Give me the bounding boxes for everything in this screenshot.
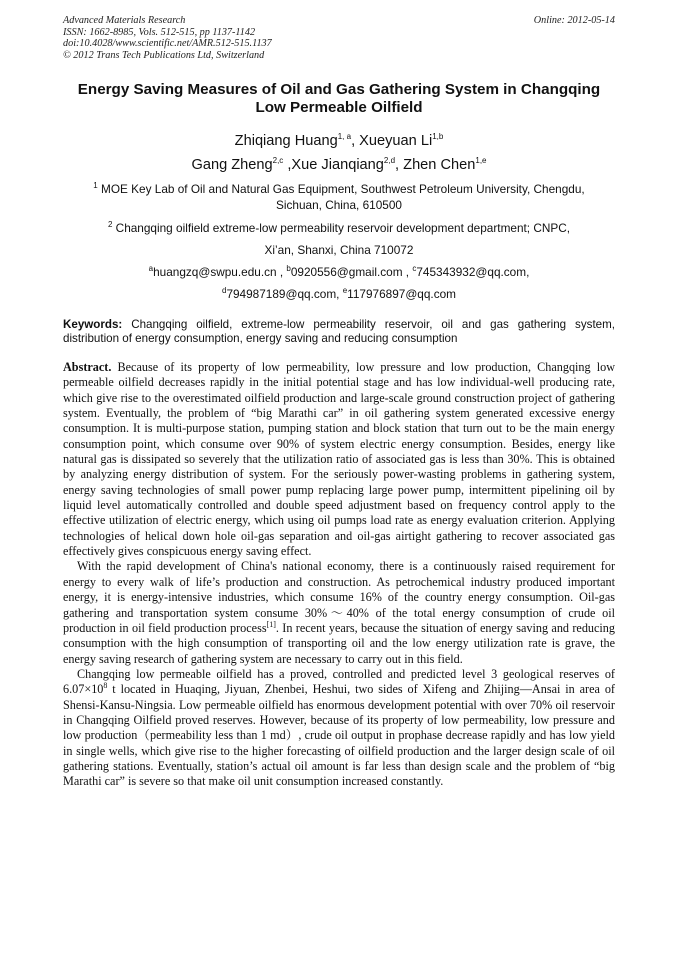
- exponent: 8: [103, 681, 108, 691]
- author-list: [63, 129, 615, 177]
- affiliation-1-text: MOE Key Lab of Oil and Natural Gas Equipment, Southwest Petroleum University, Chengdu,: [97, 182, 585, 196]
- author-line-1: [63, 129, 615, 153]
- email-sup: b: [286, 264, 291, 274]
- paper-title: [63, 81, 615, 117]
- email-line-2: [63, 283, 615, 305]
- para2-text-b: t located in Huaqing, Jiyuan, Zhenbei, Heshui, two sides of Xifeng and Zhijing—Ansai in area of Shensi-Kansu-Ningsia. Low permeable oilfield has enormous development potential with over 70% oil reservoir in Changqing Oilfield proved reserves. However, because of its property of low permeability, low pressure and low production（permeability less than 1 md）, crude oil output in prophase decrease rapidly and has low yield in single wells, which give rise to the higher forecasting of oilfield production and the larger design scale of oil gathering stations. Eventually, station’s actual oil amount is far less than design scale and the problem of “big Marathi car” is severe so that make oil unit consumption increased constantly.: [63, 682, 615, 789]
- title-line-2: Low Permeable Oilfield: [255, 99, 423, 116]
- journal-name: Advanced Materials Research: [63, 15, 186, 26]
- paper-body: [63, 360, 615, 790]
- author-name: Zhiqiang Huang: [234, 133, 338, 149]
- author-name: Zhen Chen: [403, 157, 476, 173]
- author-line-2: [63, 153, 615, 177]
- author-affil-sup: 1, a: [337, 132, 352, 142]
- keywords-text: Changqing oilfield, extreme-low permeability reservoir, oil and gas gathering system, distribution of energy consumption, energy saving and reducing consumption: [63, 318, 615, 345]
- email-d: 794987189@qq.com,: [226, 287, 343, 301]
- author-separator: ,: [283, 157, 292, 173]
- affiliation-2-line-1: [63, 217, 615, 239]
- email-sup: c: [412, 264, 417, 274]
- intro-paragraph-2: [63, 667, 615, 790]
- affiliation-number: 1: [93, 181, 98, 191]
- email-line-1: [63, 261, 615, 283]
- journal-header: [63, 15, 272, 61]
- title-line-1: Energy Saving Measures of Oil and Gas Gathering System in Changqing: [77, 81, 601, 98]
- citation-ref: [1]: [266, 619, 276, 629]
- copyright-line: © 2012 Trans Tech Publications Ltd, Switzerland: [63, 49, 265, 61]
- email-b: 0920556@gmail.com ,: [290, 265, 413, 279]
- author-affil-sup: 1,e: [475, 156, 487, 166]
- keywords: [63, 318, 615, 345]
- author-name: Xueyuan Li: [359, 133, 433, 149]
- affiliation-1-line-2: Sichuan, China, 610500: [276, 197, 402, 212]
- doi-line: doi:10.4028/www.scientific.net/AMR.512-515.1137: [63, 38, 272, 50]
- abstract-label: Abstract.: [63, 360, 112, 374]
- issn-line: ISSN: 1662-8985, Vols. 512-515, pp 1137-1142: [63, 26, 256, 38]
- para1-text-b: . In recent years, because the situation of energy saving and reducing consumption with the high consumption of transporting oil and the low energy utilization rate is grave, the energy saving research of gathering system are necessary to carry out in this field.: [63, 620, 615, 666]
- affiliation-2: [63, 217, 615, 261]
- author-separator: ,: [351, 133, 360, 149]
- author-name: Xue Jianqiang: [291, 157, 384, 173]
- affiliation-number: 2: [107, 220, 113, 230]
- intro-paragraph-1: [63, 559, 615, 666]
- email-e: 117976897@qq.com: [347, 287, 456, 301]
- para1-text-a: With the rapid development of China's national economy, there is a continuously raised requirement for energy to every walk of life’s production and construction. As petrochemical industry produced important energy, it is energy-intensive industries, which consume 16% of the country energy consumption. Oil-gas gathering and transportation system consume 30%～40% of the total energy consumption of crude oil production in oil field production process: [63, 559, 615, 635]
- affiliation-2-line-2: Xi’an, Shanxi, China 710072: [264, 243, 414, 257]
- para2-text-a: Changqing low permeable oilfield has a proved, controlled and predicted level 3 geological reserves of 6.07×10: [63, 666, 615, 697]
- keywords-label: Keywords:: [63, 318, 123, 331]
- email-sup: a: [148, 264, 154, 274]
- email-sup: e: [342, 286, 348, 296]
- affiliation-2-text: Changqing oilfield extreme-low permeability reservoir development department; CNPC,: [112, 221, 571, 235]
- abstract-paragraph: [63, 360, 615, 559]
- email-list: [63, 261, 615, 305]
- affiliation-1-line-1: [63, 182, 615, 198]
- author-affil-sup: 2,d: [383, 156, 396, 166]
- author-affil-sup: 1,b: [432, 132, 444, 142]
- author-affil-sup: 2,c: [272, 156, 284, 166]
- author-name: Gang Zheng: [191, 157, 273, 173]
- email-a: huangzq@swpu.edu.cn ,: [153, 265, 287, 279]
- abstract-text: Because of its property of low permeability, low pressure and low production, Changqing low permeable oilfield decreases rapidly in the initial potential stage and has low individual-well producing rate, which give rise to the overestimated oilfield production and large-scale ground construction project of gathering system. Eventually, the problem of “big Marathi car” in oil gathering system generated excessive energy consumption. It is multi-purpose station, pumping station and block station that turn out to be the main energy consumption point, which consume over 90% of system electric energy consumption. Besides, energy like natural gas is dissipated so severely that the utilization ratio of associated gas is less than 30%. This is obtained by analyzing energy distribution of system. For the seriously power-wasting problems in gathering system, energy saving technologies of small power pump replacing large power pump, intermittent pipelining oil by liquid level automatically controlled and double speed adjustment based on frequency control apply to the effective utilization of electric energy, which using oil pumps load rate as energy evaluation criterion. Applying technologies of helical down hole oil-gas separation and oil-gas airtight gathering to recover associated gas effectively gives conspicuous energy saving effect.: [63, 360, 615, 559]
- online-date: Online: 2012-05-14: [533, 15, 615, 26]
- email-c: 745343932@qq.com,: [416, 265, 530, 279]
- affiliation-1: [63, 182, 615, 213]
- email-sup: d: [221, 286, 227, 296]
- author-separator: ,: [395, 157, 404, 173]
